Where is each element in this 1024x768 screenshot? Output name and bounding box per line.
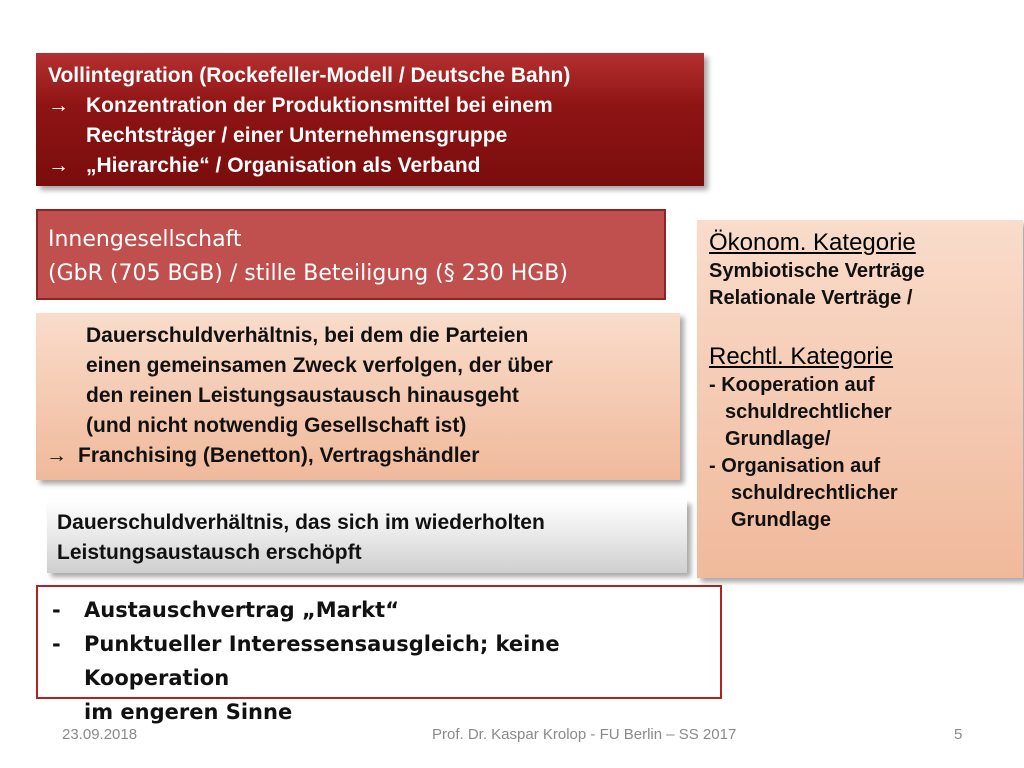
austauschvertrag-item-2-text: Punktueller Interessensausgleich; keine Kooperation [84, 632, 560, 690]
vollintegration-bullet-2-text: „Hierarchie“ / Organisation als Verband [86, 154, 481, 177]
oekonom-kategorie-heading: Ökonom. Kategorie [709, 229, 916, 256]
spacer [709, 312, 1013, 342]
austauschvertrag-item-1-text: Austauschvertrag „Markt“ [84, 598, 399, 622]
vollintegration-box [36, 53, 704, 186]
dauer-gemeinsam-line-2: einen gemeinsamen Zweck verfolgen, der über [86, 354, 553, 377]
dauer-gemeinsam-line-5: Franchising (Benetton), Vertragshändler [78, 444, 480, 467]
rechtl-line-3: Grundlage/ [725, 428, 831, 450]
rechtl-line-1: - Kooperation auf [709, 374, 875, 396]
rechtl-line-5: schuldrechtlicher [731, 482, 898, 504]
austauschvertrag-box [36, 585, 722, 724]
dauer-gemeinsam-example [46, 441, 670, 471]
rechtl-line-2: schuldrechtlicher [725, 401, 892, 423]
innengesellschaft-subtitle: (GbR (705 BGB) / stille Beteiligung (§ 230 HGB) [48, 261, 568, 286]
innengesellschaft-title: Innengesellschaft [48, 227, 242, 252]
arrow-right-icon: → [48, 94, 69, 117]
austauschvertrag-item-1 [46, 593, 712, 627]
footer-author: Prof. Dr. Kaspar Krolop - FU Berlin – SS 2017 [432, 726, 737, 743]
oekonom-line-1: Symbiotische Verträge [709, 260, 925, 282]
vollintegration-bullet-1-line-1: Konzentration der Produktionsmittel bei einem [86, 94, 553, 117]
austauschvertrag-item-2 [46, 627, 712, 695]
dauerschuld-leistungsaustausch-box [47, 500, 687, 573]
dash-bullet: - [52, 632, 61, 656]
innengesellschaft-box [36, 209, 666, 300]
footer-page-number: 5 [954, 726, 963, 743]
vollintegration-title: Vollintegration (Rockefeller-Modell / Deutsche Bahn) [48, 64, 571, 87]
dauer-austausch-line-2: Leistungsaustausch erschöpft [57, 541, 362, 564]
dauerschuld-gemeinsamer-zweck-box [36, 313, 680, 480]
vollintegration-bullet-1 [48, 91, 692, 121]
arrow-right-icon: → [48, 154, 69, 177]
footer-date: 23.09.2018 [62, 726, 138, 743]
arrow-right-icon: → [46, 444, 67, 467]
oekonom-line-2: Relationale Verträge / [709, 287, 913, 309]
vollintegration-bullet-1-line-2: Rechtsträger / einer Unternehmensgruppe [86, 124, 508, 147]
rechtl-line-6: Grundlage [731, 509, 832, 531]
rechtl-line-4: - Organisation auf [709, 455, 881, 477]
dauer-gemeinsam-line-4: (und nicht notwendig Gesellschaft ist) [86, 414, 467, 437]
vollintegration-bullet-2 [48, 151, 692, 181]
rechtl-kategorie-heading: Rechtl. Kategorie [709, 343, 894, 370]
kategorien-box [697, 220, 1023, 578]
dauer-gemeinsam-line-1: Dauerschuldverhältnis, bei dem die Parteien [86, 324, 529, 347]
dauer-gemeinsam-line-3: den reinen Leistungsaustausch hinausgeht [86, 384, 519, 407]
dash-bullet: - [52, 598, 61, 622]
austauschvertrag-item-2-line-2: im engeren Sinne [84, 700, 293, 724]
dauer-austausch-line-1: Dauerschuldverhältnis, das sich im wiederholten [57, 511, 545, 534]
